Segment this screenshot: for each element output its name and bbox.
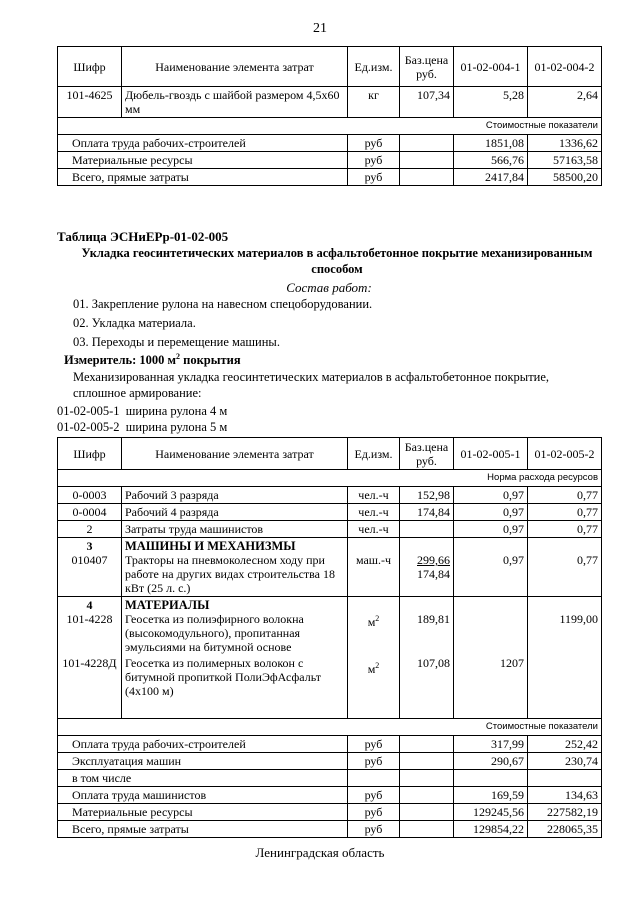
header-price: Баз.цена руб. (400, 438, 454, 470)
summary-row: Всего, прямые затраты руб 2417,84 58500,20 (58, 169, 602, 186)
work-item: 03. Переходы и перемещение машины. (73, 335, 280, 349)
header-col-2: 01-02-004-2 (528, 47, 602, 87)
summary-row: Оплата труда рабочих-строителей руб 317,99 252,42 (58, 736, 602, 753)
section-title-line1: Укладка геосинтетических материалов в асфальтобетонное покрытие механизированным (81, 246, 593, 260)
summary-row: Материальные ресурсы руб 566,76 57163,58 (58, 152, 602, 169)
section-title-line2: способом (311, 262, 363, 276)
work-item: 01. Закрепление рулона на навесном спецоборудовании. (73, 297, 373, 311)
header-col-1: 01-02-004-1 (454, 47, 528, 87)
header-unit: Ед.изм. (348, 438, 400, 470)
summary-row: Материальные ресурсы руб 129245,56 227582,19 (58, 804, 602, 821)
variant-item: 01-02-005-2 ширина рулона 5 м (57, 420, 228, 434)
table-row: 0-0003 Рабочий 3 разряда чел.-ч 152,98 0,97 0,77 (58, 487, 602, 504)
table-row: 3 010407 МАШИНЫ И МЕХАНИЗМЫ Тракторы на пневмоколесном ходу при работе на других видах строительства 18 кВт (25 л. с.) маш.-ч 299,66 174,84 0,97 0,77 (58, 538, 602, 597)
resource-table-2 (57, 437, 602, 838)
table-row: 101-4625 Дюбель-гвоздь с шайбой размером 4,5х60 мм кг 107,34 5,28 2,64 (58, 87, 602, 118)
summary-row: в том числе (58, 770, 602, 787)
meter: Измеритель: 1000 $м^2$ покрытия (64, 352, 241, 368)
header-col-2: 01-02-005-2 (528, 438, 602, 470)
work-item: 02. Укладка материала. (73, 316, 196, 330)
variant-item: 01-02-005-1 ширина рулона 4 м (57, 404, 228, 418)
header-name: Наименование элемента затрат (122, 47, 348, 87)
cost-caption: Стоимостные показатели (58, 719, 602, 736)
summary-row: Оплата труда машинистов руб 169,59 134,63 (58, 787, 602, 804)
header-name: Наименование элемента затрат (122, 438, 348, 470)
description-line1: Механизированная укладка геосинтетических материалов в асфальтобетонное покрытие, (73, 370, 550, 384)
table-row: 2 Затраты труда машинистов чел.-ч 0,97 0,77 (58, 521, 602, 538)
summary-row: Эксплуатация машин руб 290,67 230,74 (58, 753, 602, 770)
header-code: Шифр (58, 47, 122, 87)
norm-caption: Норма расхода ресурсов (58, 470, 602, 487)
header-price: Баз.цена руб. (400, 47, 454, 87)
table-id: Таблица ЭСНиЕРр-01-02-005 (57, 229, 229, 244)
summary-row: Всего, прямые затраты руб 129854,22 228065,35 (58, 821, 602, 838)
page-number: 21 (313, 21, 327, 36)
table-row: 0-0004 Рабочий 4 разряда чел.-ч 174,84 0,97 0,77 (58, 504, 602, 521)
work-heading: Состав работ: (286, 280, 372, 295)
cost-table-1 (57, 46, 602, 186)
header-unit: Ед.изм. (348, 47, 400, 87)
cost-caption: Стоимостные показатели (58, 118, 602, 135)
header-code: Шифр (58, 438, 122, 470)
table-row: 4 101-4228 101-4228Д МАТЕРИАЛЫ Геосетка из полиэфирного волокна (высокомодульного), пропитанная эмульсиями на битумной основе Геосетка из полимерных волокон с битумной пропиткой ПолиЭфАсфальт (4х100 м) $м^2$ $м^2$ 189,81 107,08 1207 1199,00 (58, 597, 602, 719)
header-col-1: 01-02-005-1 (454, 438, 528, 470)
description-line2: сплошное армирование: (73, 386, 202, 400)
footer-region: Ленинградская область (255, 845, 385, 860)
summary-row: Оплата труда рабочих-строителей руб 1851,08 1336,62 (58, 135, 602, 152)
